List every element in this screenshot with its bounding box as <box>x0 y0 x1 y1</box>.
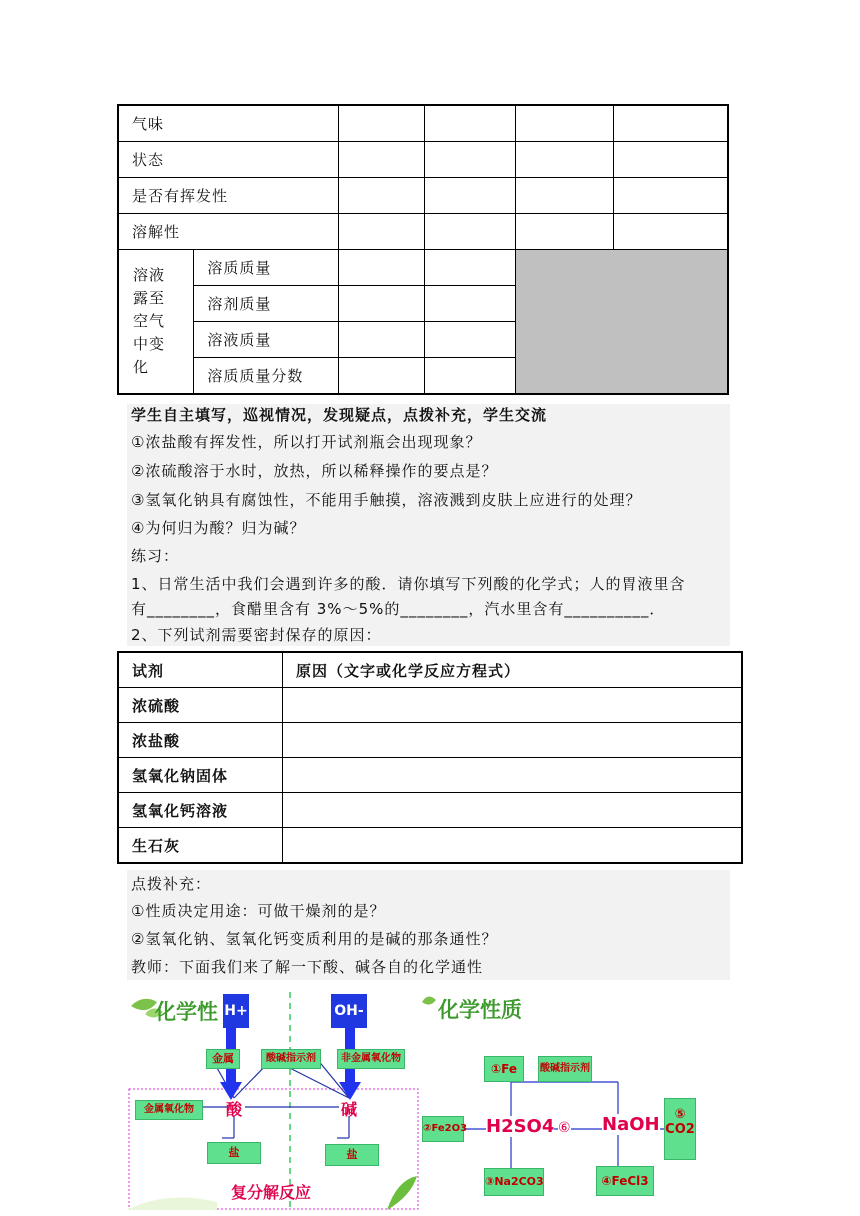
diagram-title: 化学性 <box>155 1000 218 1024</box>
box-fecl3: ④FeCl3 <box>596 1166 654 1196</box>
section-heading: 学生自主填写，巡视情况，发现疑点，点拨补充，学生交流 <box>131 406 548 424</box>
teacher-note: 教师：下面我们来了解一下酸、碱各自的化学通性 <box>131 958 484 976</box>
table-row <box>118 688 742 723</box>
question-4: ④为何归为酸？归为碱？ <box>131 519 306 537</box>
row-label: 是否有挥发性 <box>118 178 338 214</box>
sub-row-label: 溶液质量 <box>194 322 339 358</box>
group-label: 溶液 露至 空气 中变 化 <box>118 250 194 395</box>
tip-1: ①性质决定用途：可做干燥剂的是？ <box>131 902 386 920</box>
sub-row-label: 溶质质量 <box>194 250 339 286</box>
table-row <box>118 214 728 250</box>
reagent-name: 氢氧化钠固体 <box>118 758 283 793</box>
box-metal-oxide: 金属氧化物 <box>135 1100 203 1120</box>
acid-formula: H2SO4 <box>486 1116 555 1137</box>
box-fe: ①Fe <box>484 1056 524 1082</box>
table-row <box>118 723 742 758</box>
leaf-icon <box>422 996 436 1004</box>
table-row <box>118 178 728 214</box>
reagent-table <box>117 651 743 864</box>
acid-base-diagram <box>127 988 420 1210</box>
reaction-label: 复分解反应 <box>231 1183 312 1202</box>
tips-label: 点拨补充： <box>131 875 212 893</box>
base-label: 碱 <box>341 1100 358 1119</box>
table-row <box>118 758 742 793</box>
sub-row-label: 溶剂质量 <box>194 286 339 322</box>
question-1: ①浓盐酸有挥发性，所以打开试剂瓶会出现现象？ <box>131 433 482 451</box>
table-row <box>118 828 742 864</box>
row-label: 状态 <box>118 142 338 178</box>
oh-ion-badge: OH- <box>331 994 367 1028</box>
properties-table <box>117 104 729 395</box>
reagent-name: 浓盐酸 <box>118 723 283 758</box>
box-metal: 金属 <box>206 1049 240 1069</box>
tip-2: ②氢氧化钠、氢氧化钙变质利用的是碱的那条通性？ <box>131 930 498 948</box>
exercise-1-line2: 有________，食醋里含有 3%～5%的________，汽水里含有__________． <box>131 600 666 618</box>
table-row <box>118 793 742 828</box>
table-row <box>118 250 728 286</box>
reagent-name: 氢氧化钙溶液 <box>118 793 283 828</box>
box-fe2o3: ②Fe2O3 <box>422 1116 464 1142</box>
table-row <box>118 105 728 142</box>
table-header-row <box>118 652 742 688</box>
h-ion-badge: H+ <box>223 994 249 1028</box>
box-salt-2: 盐 <box>325 1144 379 1166</box>
question-3: ③氢氧化钠具有腐蚀性，不能用手触摸，溶液溅到皮肤上应进行的处理？ <box>131 491 642 509</box>
sub-row-label: 溶质质量分数 <box>194 358 339 395</box>
box-salt-1: 盐 <box>207 1142 261 1164</box>
acid-label: 酸 <box>226 1100 243 1119</box>
exercise-1-line1: 1、日常生活中我们会遇到许多的酸．请你填写下列酸的化学式；人的胃液里含 <box>131 575 686 593</box>
box-nonmetal-oxide: 非金属氧化物 <box>337 1049 405 1069</box>
diagram-title: 化学性质 <box>438 998 522 1022</box>
table-row <box>118 142 728 178</box>
practice-label: 练习： <box>131 547 180 565</box>
leaf-icon <box>387 1176 417 1210</box>
row-label: 溶解性 <box>118 214 338 250</box>
box-co2: ⑤ CO2 <box>664 1098 696 1160</box>
box-indicator: 酸碱指示剂 <box>538 1056 592 1082</box>
shaded-cell <box>516 250 728 395</box>
base-formula: NaOH <box>602 1114 660 1135</box>
center-mark: ⑥ <box>558 1120 571 1136</box>
column-header: 原因（文字或化学反应方程式） <box>283 652 743 688</box>
row-label: 气味 <box>118 105 338 142</box>
reagent-name: 浓硫酸 <box>118 688 283 723</box>
box-indicator: 酸碱指示剂 <box>261 1049 321 1069</box>
acid-base-example-diagram <box>420 988 710 1210</box>
leaf-icon <box>131 999 157 1010</box>
question-2: ②浓硫酸溶于水时，放热，所以稀释操作的要点是？ <box>131 462 498 480</box>
column-header: 试剂 <box>118 652 283 688</box>
reagent-name: 生石灰 <box>118 828 283 864</box>
exercise-2: 2、下列试剂需要密封保存的原因： <box>131 626 382 644</box>
box-na2co3: ③Na2CO3 <box>484 1168 544 1196</box>
